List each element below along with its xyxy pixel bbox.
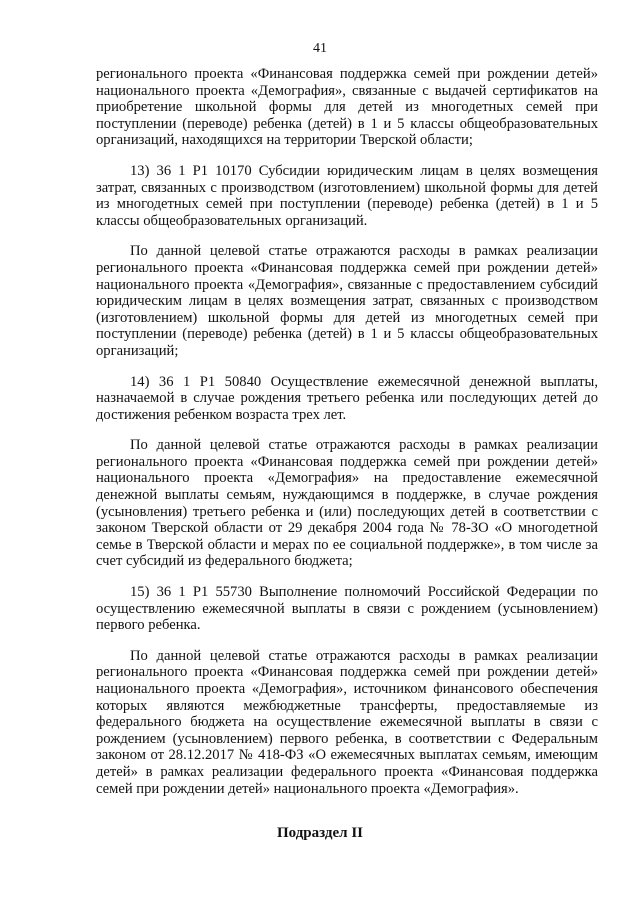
paragraph-item-13-description: По данной целевой статье отражаются расходы в рамках реализации регионального проекта «Финансовая поддержка семей при рождении детей» национального проекта «Демография», связанные с предоставлением субсидий юридическим лицам в целях возмещения затрат, связанных с производством (изготовлением) школьной формы для детей из многодетных семей при поступлении (переводе) ребенка (детей) в 1 и 5 классы общеобразовательных организаций; bbox=[96, 243, 598, 359]
document-body bbox=[96, 66, 598, 811]
paragraph-item-14: 14) 36 1 Р1 50840 Осуществление ежемесячной денежной выплаты, назначаемой в случае рождения третьего ребенка или последующих детей до достижения ребенком возраста трех лет. bbox=[96, 373, 598, 423]
subsection-heading: Подраздел II bbox=[276, 825, 363, 841]
page-number: 41 bbox=[313, 41, 327, 56]
paragraph-item-14-description: По данной целевой статье отражаются расходы в рамках реализации регионального проекта «Финансовая поддержка семей при рождении детей» национального проекта «Демография» на предоставление ежемесячной денежной выплаты семьям, нуждающимся в поддержке, в случае рождения (усыновления) третьего ребенка и (или) последующих детей в соответствии с законом Тверской области от 29 декабря 2004 года № 78-ЗО «О многодетной семье в Тверской области и мерах по ее социальной поддержке», в том числе за счет субсидий из федерального бюджета; bbox=[96, 437, 598, 570]
paragraph-item-15-description: По данной целевой статье отражаются расходы в рамках реализации регионального проекта «Финансовая поддержка семей при рождении детей» национального проекта «Демография», источником финансового обеспечения которых являются межбюджетные трансферты, предоставляемые из федерального бюджета на осуществление ежемесячной выплаты в связи с рождением (усыновлением) первого ребенка, в соответствии с Федеральным законом от 28.12.2017 № 418-ФЗ «О ежемесячных выплатах семьям, имеющим детей» в рамках реализации федерального проекта «Финансовая поддержка семей при рождении детей» национального проекта «Демография». bbox=[96, 647, 598, 797]
paragraph-continuation: регионального проекта «Финансовая поддержка семей при рождении детей» национального проекта «Демография», связанные с выдачей сертификатов на приобретение школьной формы для детей из многодетных семей при поступлении (переводе) ребенка (детей) в 1 и 5 классы общеобразовательных организаций, находящихся на территории Тверской области; bbox=[96, 66, 598, 149]
paragraph-item-13: 13) 36 1 Р1 10170 Субсидии юридическим лицам в целях возмещения затрат, связанных с производством (изготовлением) школьной формы для детей из многодетных семей при поступлении (переводе) ребенка (детей) в 1 и 5 классы общеобразовательных организаций. bbox=[96, 162, 598, 229]
paragraph-item-15: 15) 36 1 Р1 55730 Выполнение полномочий Российской Федерации по осуществлению ежемесячной выплаты в связи с рождением (усыновлением) первого ребенка. bbox=[96, 584, 598, 634]
